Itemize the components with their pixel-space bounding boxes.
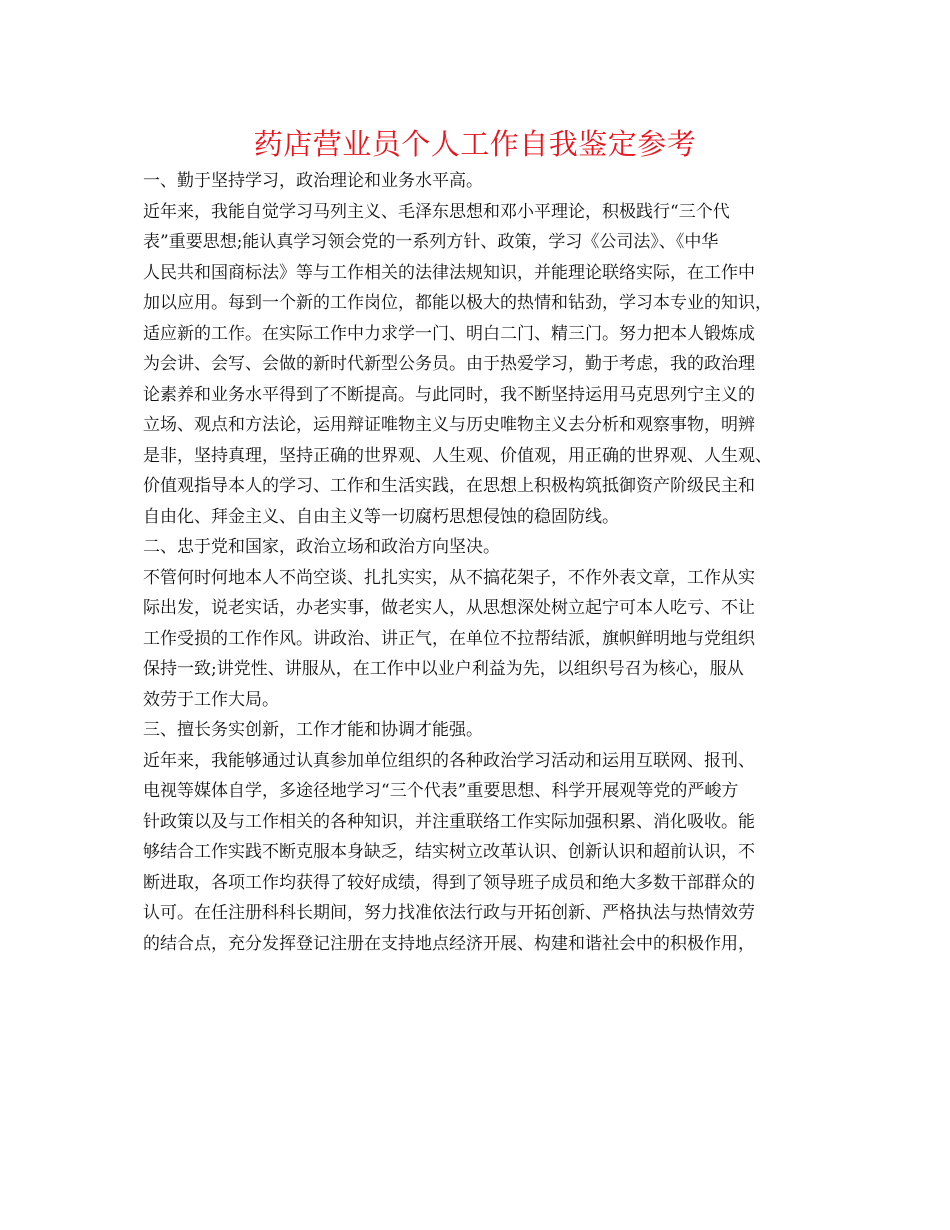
text-line: 为会讲、会写、会做的新时代新型公务员。由于热爱学习，勤于考虑，我的政治理	[143, 354, 755, 374]
text-line: 际出发，说老实话，办老实事，做老实人，从思想深处树立起宁可本人吃亏、不让	[143, 598, 755, 618]
text-line: 近年来，我能够通过认真参加单位组织的各种政治学习活动和运用互联网、报刊、	[143, 750, 755, 771]
text-line: 认可。在任注册科科长期间，努力找准依法行政与开拓创新、严格执法与热情效劳	[143, 903, 755, 923]
text-line: 是非，坚持真理，坚持正确的世界观、人生观、价值观，用正确的世界观、人生观、	[143, 445, 772, 466]
text-line: 工作受损的工作作风。讲政治、讲正气，在单位不拉帮结派，旗帜鲜明地与党组织	[143, 628, 755, 649]
text-line: 保持一致;讲党性、讲服从，在工作中以业户利益为先，以组织号召为核心，服从	[143, 659, 744, 679]
text-line: 近年来，我能自觉学习马列主义、毛泽东思想和邓小平理论，积极践行“三个代	[143, 201, 730, 222]
document-body	[143, 166, 823, 959]
document-title: 药店营业员个人工作自我鉴定参考	[253, 127, 697, 161]
text-line: 人民共和国商标法》等与工作相关的法律法规知识，并能理论联络实际，在工作中	[143, 262, 755, 283]
text-line: 三、擅长务实创新，工作才能和协调才能强。	[143, 720, 483, 740]
text-line: 立场、观点和方法论，运用辩证唯物主义与历史唯物主义去分析和观察事物，明辨	[143, 415, 755, 435]
text-line: 适应新的工作。在实际工作中力求学一门、明白二门、精三门。努力把本人锻炼成	[143, 323, 755, 344]
text-line: 效劳于工作大局。	[143, 689, 279, 710]
text-line: 论素养和业务水平得到了不断提高。与此同时，我不断坚持运用马克思列宁主义的	[143, 384, 755, 405]
text-line: 电视等媒体自学，多途径地学习“三个代表”重要思想、科学开展观等党的严峻方	[143, 781, 739, 801]
text-line: 加以应用。每到一个新的工作岗位，都能以极大的热情和钻劲，学习本专业的知识，	[143, 293, 772, 313]
text-line: 断进取，各项工作均获得了较好成绩，得到了领导班子成员和绝大多数干部群众的	[143, 872, 755, 893]
text-line: 一、勤于坚持学习，政治理论和业务水平高。	[143, 171, 483, 191]
text-line: 不管何时何地本人不尚空谈、扎扎实实，从不搞花架子，不作外表文章，工作从实	[143, 567, 755, 588]
text-line: 的结合点，充分发挥登记注册在支持地点经济开展、构建和谐社会中的积极作用，	[143, 933, 755, 954]
text-line: 二、忠于党和国家，政治立场和政治方向坚决。	[143, 537, 500, 557]
text-line: 针政策以及与工作相关的各种知识，并注重联络工作实际加强积累、消化吸收。能	[143, 811, 755, 832]
text-line: 表”重要思想;能认真学习领会党的一系列方针、政策，学习《公司法》、《中华	[143, 232, 719, 252]
text-line: 价值观指导本人的学习、工作和生活实践，在思想上积极构筑抵御资产阶级民主和	[143, 476, 755, 496]
text-line: 够结合工作实践不断克服本身缺乏，结实树立改革认识、创新认识和超前认识，不	[143, 842, 755, 862]
text-line: 自由化、拜金主义、自由主义等一切腐朽思想侵蚀的稳固防线。	[143, 506, 619, 527]
